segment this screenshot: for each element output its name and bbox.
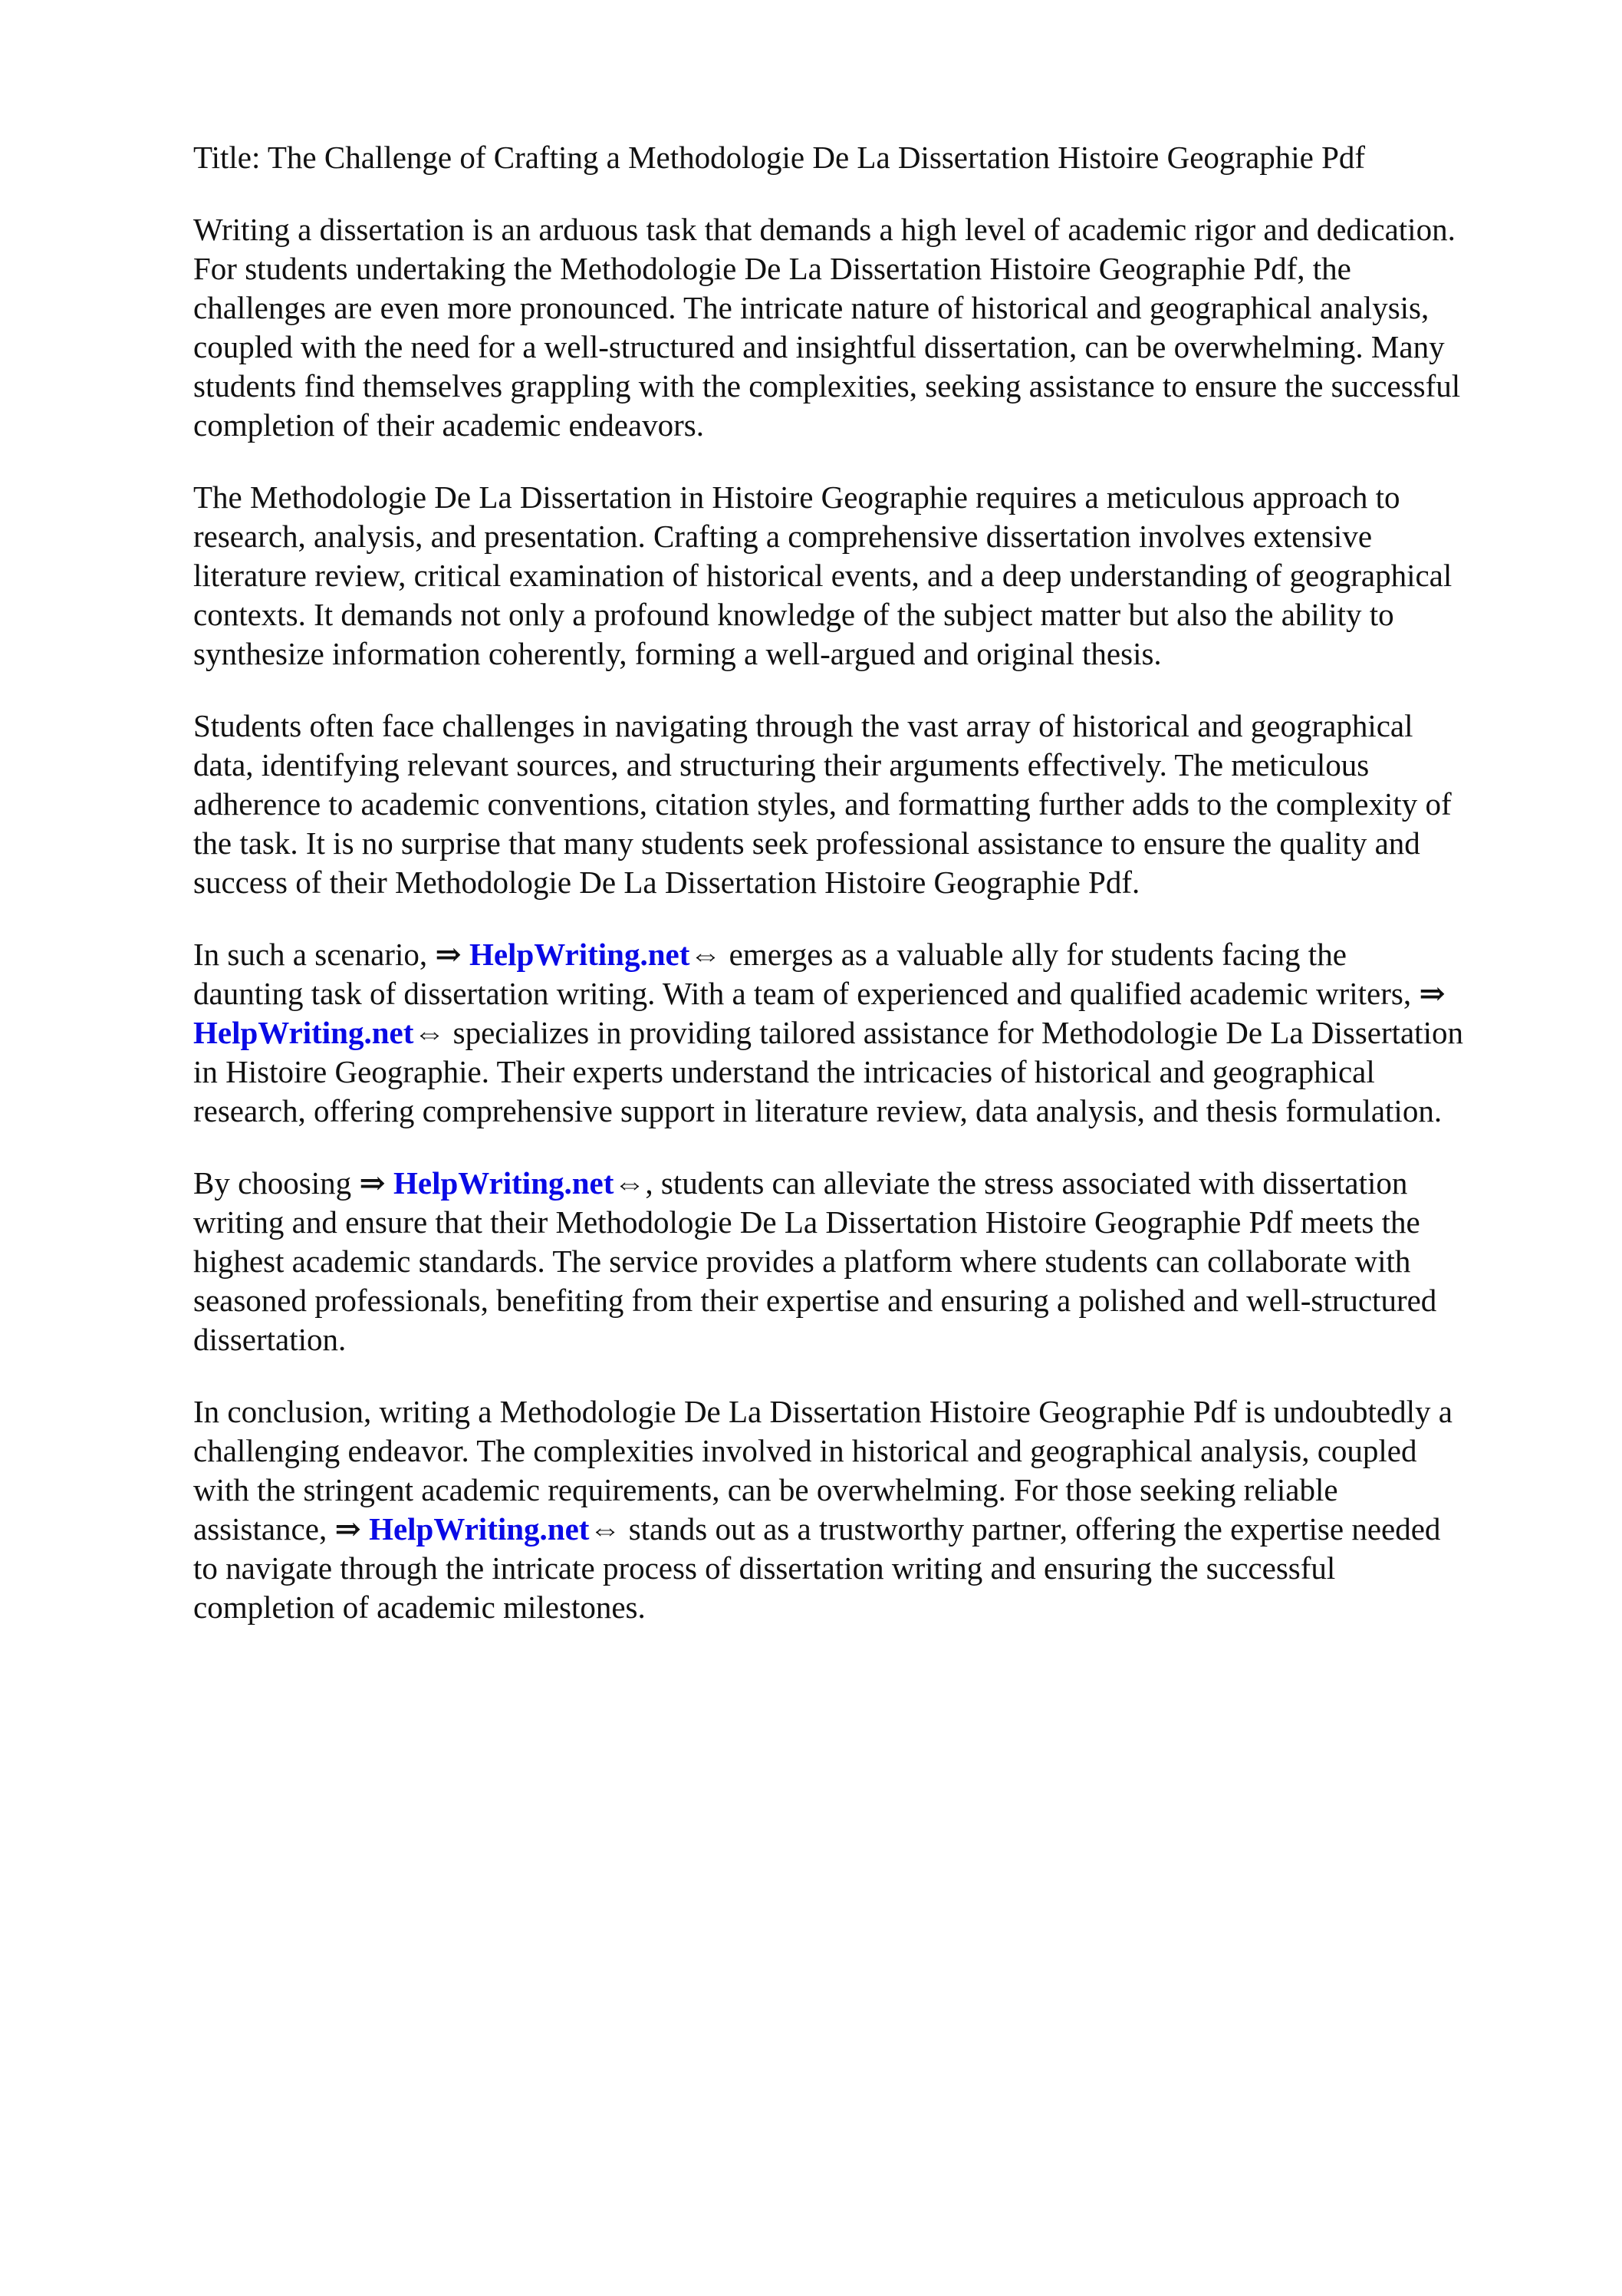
text-line — [193, 210, 1574, 249]
text-segment: adherence to academic conventions, citation styles, and formatting further adds to the complexity of — [193, 786, 1452, 822]
text-segment: emerges as a valuable ally for students facing the — [721, 937, 1347, 972]
text-segment: In such a scenario, — [193, 937, 436, 972]
arrow-icon: ⇒ — [1419, 976, 1446, 1011]
text-segment: assistance, — [193, 1511, 335, 1547]
text-line — [193, 328, 1574, 367]
helpwriting-link[interactable]: HelpWriting.net — [469, 937, 690, 972]
text-segment: to navigate through the intricate process of dissertation writing and ensuring the successful — [193, 1550, 1336, 1586]
arrow-icon: ⇔ — [614, 1165, 646, 1201]
text-segment: in Histoire Geographie. Their experts understand the intricacies of historical and geographical — [193, 1054, 1375, 1089]
paragraph — [193, 1164, 1574, 1359]
text-line — [193, 1392, 1574, 1431]
text-segment: In conclusion, writing a Methodologie De La Dissertation Histoire Geographie Pdf is undoubtedly a — [193, 1394, 1453, 1429]
text-segment: the task. It is no surprise that many students seek professional assistance to ensure the quality and — [193, 825, 1420, 861]
paragraph — [193, 210, 1574, 445]
text-segment: stands out as a trustworthy partner, offering the expertise needed — [620, 1511, 1441, 1547]
text-line — [193, 288, 1574, 328]
text-line — [193, 1549, 1574, 1588]
arrow-icon: ⇔ — [689, 937, 722, 972]
text-line — [193, 974, 1574, 1013]
title-text: Title: The Challenge of Crafting a Methodologie De La Dissertation Histoire Geographie Pdf — [193, 140, 1366, 175]
text-line — [193, 1431, 1574, 1471]
text-segment: synthesize information coherently, forming a well-argued and original thesis. — [193, 636, 1162, 671]
text-segment: highest academic standards. The service provides a platform where students can collaborate with — [193, 1244, 1411, 1279]
text-line — [193, 1164, 1574, 1203]
text-segment: daunting task of dissertation writing. With a team of experienced and qualified academic writers, — [193, 976, 1420, 1011]
arrow-icon: ⇒ — [334, 1511, 370, 1547]
text-segment: with the stringent academic requirements, can be overwhelming. For those seeking reliable — [193, 1472, 1338, 1507]
text-segment: completion of their academic endeavors. — [193, 407, 704, 443]
text-segment: dissertation. — [193, 1322, 347, 1357]
helpwriting-link[interactable]: HelpWriting.net — [369, 1511, 590, 1547]
text-line — [193, 517, 1574, 556]
paragraph — [193, 707, 1574, 902]
arrow-icon: ⇒ — [435, 937, 469, 972]
text-segment: challenges are even more pronounced. The intricate nature of historical and geographical analysis, — [193, 290, 1430, 325]
text-line — [193, 824, 1574, 863]
text-segment: By choosing — [193, 1165, 360, 1201]
text-line — [193, 249, 1574, 288]
text-line — [193, 595, 1574, 634]
text-line — [193, 1471, 1574, 1510]
paragraphs — [193, 210, 1574, 1627]
document-title — [193, 138, 1574, 177]
text-segment: coupled with the need for a well-structured and insightful dissertation, can be overwhelming. Many — [193, 329, 1445, 364]
text-line — [193, 1588, 1574, 1627]
text-segment: The Methodologie De La Dissertation in Histoire Geographie requires a meticulous approach to — [193, 479, 1400, 515]
text-line — [193, 707, 1574, 746]
text-segment: For students undertaking the Methodologie De La Dissertation Histoire Geographie Pdf, the — [193, 251, 1351, 286]
text-segment: literature review, critical examination of historical events, and a deep understanding of geographical — [193, 558, 1453, 593]
document-body — [193, 138, 1574, 1660]
text-line — [193, 935, 1574, 974]
text-segment: contexts. It demands not only a profound knowledge of the subject matter but also the ability to — [193, 597, 1394, 632]
text-line — [193, 1510, 1574, 1549]
text-line — [193, 1092, 1574, 1131]
text-line — [193, 556, 1574, 595]
text-segment: writing and ensure that their Methodologie De La Dissertation Histoire Geographie Pdf meets the — [193, 1204, 1420, 1240]
text-segment: research, offering comprehensive support in literature review, data analysis, and thesis formulation. — [193, 1093, 1443, 1128]
helpwriting-link[interactable]: HelpWriting.net — [393, 1165, 614, 1201]
paragraph — [193, 478, 1574, 674]
text-segment: seasoned professionals, benefiting from their expertise and ensuring a polished and well-structured — [193, 1283, 1437, 1318]
text-segment: research, analysis, and presentation. Crafting a comprehensive dissertation involves extensive — [193, 519, 1373, 554]
text-segment: Writing a dissertation is an arduous task that demands a high level of academic rigor and dedication. — [193, 212, 1456, 247]
text-line — [193, 1013, 1574, 1052]
text-line — [193, 1242, 1574, 1281]
arrow-icon: ⇒ — [359, 1165, 394, 1201]
text-line — [193, 478, 1574, 517]
text-line — [193, 1203, 1574, 1242]
text-segment: Students often face challenges in navigating through the vast array of historical and geographical — [193, 708, 1413, 743]
text-segment: challenging endeavor. The complexities involved in historical and geographical analysis, coupled — [193, 1433, 1417, 1468]
paragraph — [193, 1392, 1574, 1627]
arrow-icon: ⇔ — [589, 1511, 621, 1547]
text-line — [193, 367, 1574, 406]
text-line — [193, 1281, 1574, 1320]
text-line — [193, 785, 1574, 824]
text-segment: , students can alleviate the stress associated with dissertation — [645, 1165, 1408, 1201]
arrow-icon: ⇔ — [413, 1015, 446, 1050]
text-segment: students find themselves grappling with the complexities, seeking assistance to ensure the successful — [193, 368, 1461, 404]
text-line — [193, 863, 1574, 902]
text-line — [193, 746, 1574, 785]
text-segment: completion of academic milestones. — [193, 1589, 646, 1625]
helpwriting-link[interactable]: HelpWriting.net — [193, 1015, 414, 1050]
text-line — [193, 1320, 1574, 1359]
paragraph — [193, 935, 1574, 1131]
text-line — [193, 634, 1574, 674]
text-segment: data, identifying relevant sources, and structuring their arguments effectively. The meticulous — [193, 747, 1370, 782]
text-line — [193, 1052, 1574, 1092]
text-segment: specializes in providing tailored assistance for Methodologie De La Dissertation — [445, 1015, 1463, 1050]
text-line — [193, 406, 1574, 445]
text-segment: success of their Methodologie De La Dissertation Histoire Geographie Pdf. — [193, 865, 1140, 900]
